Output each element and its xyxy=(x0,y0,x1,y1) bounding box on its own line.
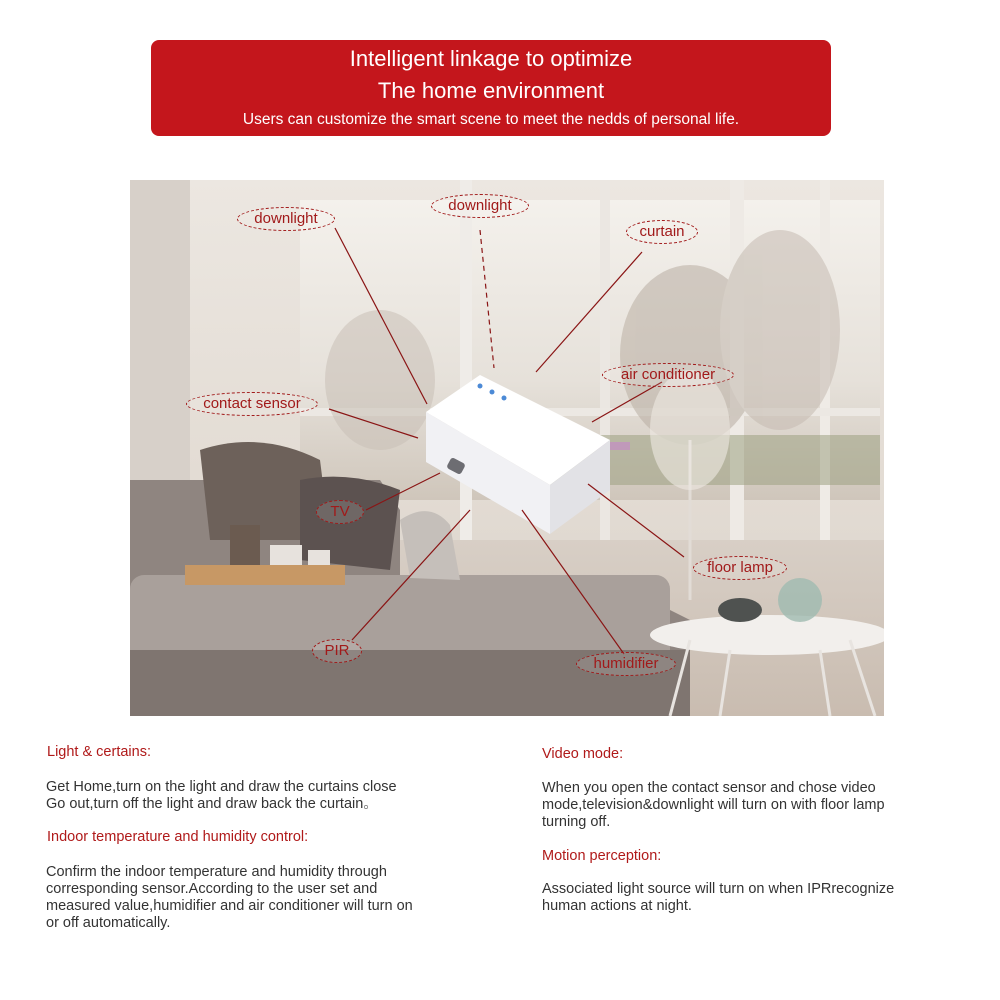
section-body-motion-line1: Associated light source will turn on when IPRrecognize xyxy=(542,881,895,897)
section-body-indoor-line2: corresponding sensor.According to the user set and xyxy=(46,881,378,897)
callout-downlight-center: downlight xyxy=(431,194,529,218)
living-room-illustration xyxy=(130,180,884,716)
callout-floor-lamp: floor lamp xyxy=(693,556,787,580)
section-body-indoor-line3: measured value,humidifier and air conditioner will turn on xyxy=(46,898,413,914)
callout-curtain: curtain xyxy=(626,220,698,244)
callout-pir: PIR xyxy=(312,639,362,663)
section-body-video-line3: turning off. xyxy=(542,814,611,830)
section-title-indoor: Indoor temperature and humidity control: xyxy=(47,829,309,845)
section-body-video-line2: mode,television&downlight will turn on with floor lamp xyxy=(542,797,885,813)
callout-tv: TV xyxy=(316,500,364,524)
callout-air-conditioner: air conditioner xyxy=(602,363,734,387)
section-title-motion: Motion perception: xyxy=(542,848,662,864)
section-title-video: Video mode: xyxy=(542,746,624,762)
banner-title-line1: Intelligent linkage to optimize xyxy=(349,46,633,71)
section-body-light-line1: Get Home,turn on the light and draw the curtains close xyxy=(46,779,397,795)
callout-humidifier: humidifier xyxy=(576,652,676,676)
callout-downlight-left: downlight xyxy=(237,207,335,231)
section-body-motion-line2: human actions at night. xyxy=(542,898,692,914)
section-body-indoor-line4: or off automatically. xyxy=(46,915,171,931)
header-banner xyxy=(151,40,831,136)
section-body-video-line1: When you open the contact sensor and chose video xyxy=(542,780,876,796)
section-body-indoor-line1: Confirm the indoor temperature and humidity through xyxy=(46,864,387,880)
section-title-light: Light & certains: xyxy=(47,744,151,760)
living-room-scene xyxy=(130,180,884,716)
banner-title-line2: The home environment xyxy=(377,78,605,103)
banner-subtitle: Users can customize the smart scene to meet the nedds of personal life. xyxy=(242,111,740,128)
callout-contact-sensor: contact sensor xyxy=(186,392,318,416)
section-body-light-line2: Go out,turn off the light and draw back the curtain。 xyxy=(46,796,378,812)
